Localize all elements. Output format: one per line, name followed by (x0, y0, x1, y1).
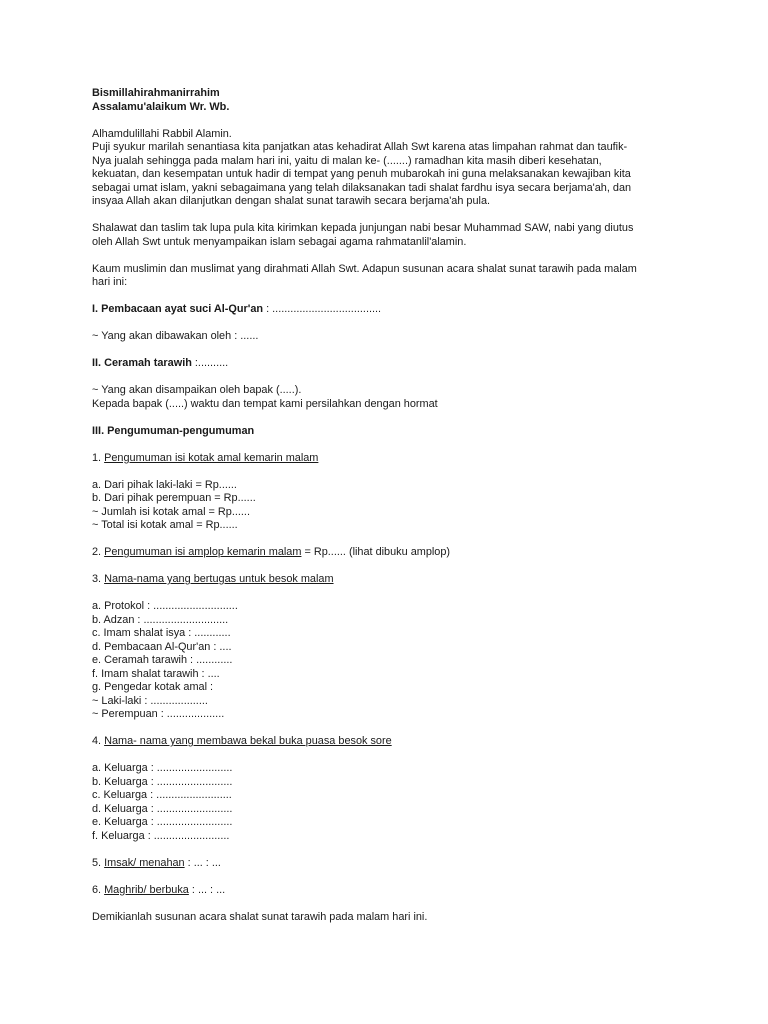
spacer (92, 560, 692, 574)
spacer (92, 209, 692, 223)
section-3-heading: III. Pengumuman-pengumuman (92, 424, 255, 437)
list-item: e. Keluarga : ......................... (92, 816, 233, 828)
intro-paragraph (92, 263, 692, 290)
announcement-3-label: Nama-nama yang bertugas untuk besok malam (104, 573, 334, 585)
spacer (92, 371, 692, 385)
announcement-6-heading (92, 884, 692, 898)
announcement-number: 3. (92, 573, 105, 585)
announcement-2-heading (92, 546, 692, 560)
spacer (92, 438, 692, 452)
paragraph-line: sebagai umat islam, yakni sebagaimana yang telah dilaksanakan tadi shalat fardhu isya secara berjama'ah, dan (92, 181, 632, 194)
announcement-number: 6. (92, 883, 105, 896)
list-item: ~ Perempuan : ................... (92, 708, 225, 720)
list-item: a. Protokol : ............................ (92, 600, 238, 612)
list-item: f. Imam shalat tarawih : .... (92, 667, 220, 680)
spacer (92, 344, 692, 358)
paragraph-line: hari ini: (92, 276, 128, 288)
spacer (92, 870, 692, 884)
announcement-1-heading (92, 452, 692, 466)
list-item: b. Keluarga : ......................... (92, 775, 233, 788)
section-1-heading (92, 303, 692, 317)
list-item: a. Keluarga : ......................... (92, 762, 233, 774)
spacer (92, 722, 692, 736)
section-2-heading (92, 357, 692, 371)
spacer (92, 249, 692, 263)
announcement-2-label: Pengumuman isi amplop kemarin malam (104, 546, 302, 558)
list-item: c. Imam shalat isya : ............ (92, 627, 231, 639)
document-page (92, 87, 692, 924)
announcement-5-heading (92, 857, 692, 871)
paragraph-line: insyaa Allah akan dilanjutkan dengan shalat sunat tarawih secara berjama'ah pula. (92, 195, 491, 207)
list-item: g. Pengedar kotak amal : (92, 681, 214, 693)
salam-heading: Assalamu'alaikum Wr. Wb. (92, 100, 230, 113)
announcement-4-label: Nama- nama yang membawa bekal buka puasa besok sore (104, 735, 392, 747)
list-item: b. Dari pihak perempuan = Rp...... (92, 492, 256, 504)
announcement-5-label: Imsak/ menahan (104, 856, 185, 869)
announcement-1-label: Pengumuman isi kotak amal kemarin malam (104, 451, 319, 464)
announcement-3-heading (92, 573, 692, 587)
list-item: c. Keluarga : ......................... (92, 789, 232, 801)
spacer (92, 411, 692, 425)
spacer (92, 897, 692, 911)
spacer (92, 290, 692, 304)
list-item: a. Dari pihak laki-laki = Rp...... (92, 478, 237, 491)
announcement-number: 1. (92, 451, 105, 464)
spacer (92, 749, 692, 763)
spacer (92, 533, 692, 547)
section-1-blank: : .................................... (263, 303, 382, 315)
list-item: d. Keluarga : ......................... (92, 802, 233, 815)
section-1-title: I. Pembacaan ayat suci Al-Qur'an (92, 303, 264, 315)
section-2-blank: :.......... (191, 357, 229, 369)
bismillah-heading: Bismillahirahmanirrahim (92, 87, 220, 99)
section-1-detail: ~ Yang akan dibawakan oleh : ...... (92, 330, 259, 342)
closing-paragraph: Demikianlah susunan acara shalat sunat tarawih pada malam hari ini. (92, 910, 428, 923)
section-2-title: II. Ceramah tarawih (92, 357, 192, 369)
spacer (92, 317, 692, 331)
shalawat-paragraph (92, 222, 692, 249)
announcement-number: 5. (92, 856, 105, 869)
paragraph-line: Kaum muslimin dan muslimat yang dirahmati Allah Swt. Adapun susunan acara shalat sunat tarawih pada malam (92, 262, 637, 275)
opening-paragraph (92, 128, 692, 209)
announcement-4-heading (92, 735, 692, 749)
list-item: ~ Total isi kotak amal = Rp...... (92, 519, 238, 531)
list-item: ~ Jumlah isi kotak amal = Rp...... (92, 505, 250, 518)
spacer (92, 465, 692, 479)
list-item: f. Keluarga : ......................... (92, 829, 230, 842)
spacer (92, 587, 692, 601)
announcement-6-label: Maghrib/ berbuka (104, 883, 189, 896)
list-item: ~ Laki-laki : ................... (92, 694, 208, 707)
paragraph-line: kekuatan, dan kesempatan untuk hadir di tempat yang penuh mubarokah ini guna melaksanakan kewajiban kita (92, 168, 631, 180)
paragraph-line: Alhamdulillahi Rabbil Alamin. (92, 127, 232, 140)
spacer (92, 843, 692, 857)
list-item: b. Adzan : ............................ (92, 613, 229, 626)
paragraph-line: oleh Allah Swt untuk menyampaikan islam sebagai agama rahmatanlil'alamin. (92, 235, 467, 248)
list-item: e. Ceramah tarawih : ............ (92, 654, 233, 666)
announcement-6-value: : ... : ... (188, 883, 226, 896)
paragraph-line: Shalawat dan taslim tak lupa pula kita kirimkan kepada junjungan nabi besar Muhammad SAW, nabi yang diutus (92, 222, 634, 234)
section-2-detail: ~ Yang akan disampaikan oleh bapak (.....). (92, 384, 302, 396)
announcement-2-value: = Rp...... (lihat dibuku amplop) (301, 546, 451, 558)
announcement-number: 4. (92, 735, 105, 747)
list-item: d. Pembacaan Al-Qur'an : .... (92, 640, 232, 653)
paragraph-line: Puji syukur marilah senantiasa kita panjatkan atas kehadirat Allah Swt karena atas limpahan rahmat dan taufik- (92, 141, 628, 153)
section-2-detail: Kepada bapak (.....) waktu dan tempat kami persilahkan dengan hormat (92, 397, 438, 410)
announcement-5-value: : ... : ... (184, 856, 221, 869)
announcement-number: 2. (92, 546, 105, 558)
paragraph-line: Nya jualah sehingga pada malam hari ini, yaitu di malan ke- (.......) ramadhan kita masih diberi kesehatan, (92, 154, 602, 167)
spacer (92, 114, 692, 128)
